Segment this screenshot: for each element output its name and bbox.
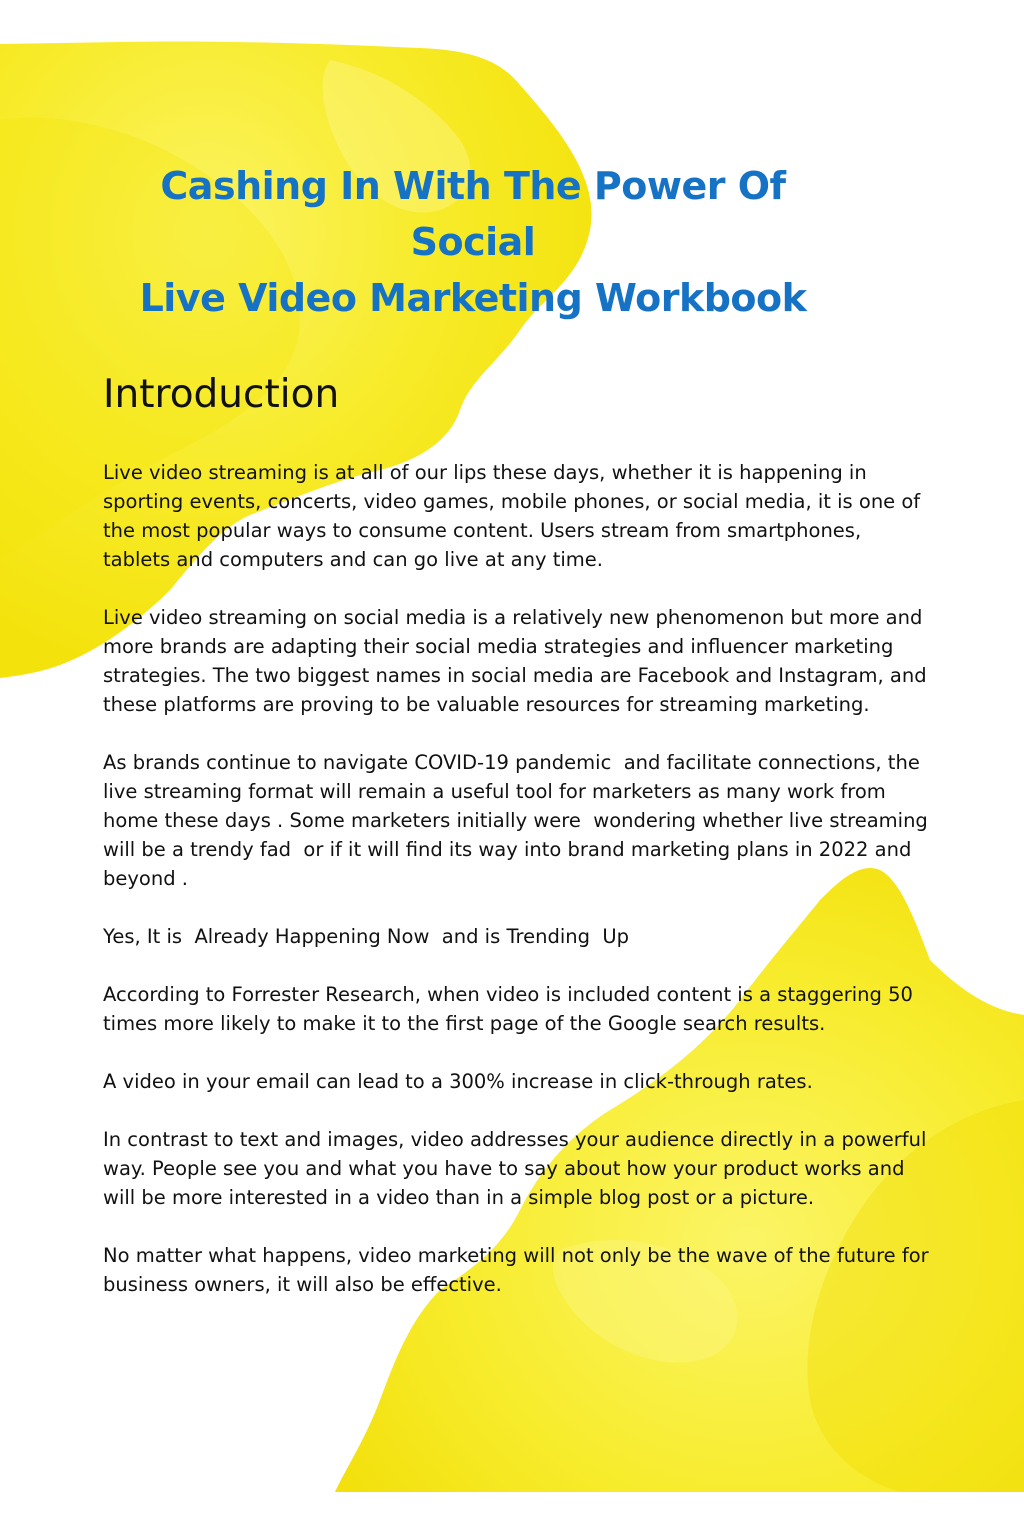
paragraph: According to Forrester Research, when video is included content is a staggering 50 times more likely to make it to the first page of the Google search results. [103, 983, 920, 1035]
paragraph: Live video streaming is at all of our lips these days, whether it is happening in sporting events, concerts, video games, mobile phones, or social media, it is one of the most popular ways to consume content. Users stream from smartphones, tablets and computers and can go live at any time. [103, 461, 927, 571]
title-line-1: Cashing In With The Power Of Social [160, 164, 786, 264]
section-heading-introduction: Introduction [103, 372, 340, 417]
page-content [103, 158, 933, 1328]
body-text [103, 458, 933, 1299]
paragraph: In contrast to text and images, video addresses your audience directly in a powerful way. People see you and what you have to say about how your product works and will be more interested in a video than in a simple blog post or a picture. [103, 1128, 933, 1209]
paragraph: Live video streaming on social media is a relatively new phenomenon but more and more brands are adapting their social media strategies and influencer marketing strategies. The two biggest names in social media are Facebook and Instagram, and these platforms are proving to be valuable resources for streaming marketing. [103, 606, 933, 716]
title-line-2: Live Video Marketing Workbook [139, 276, 807, 320]
paragraph: Yes, It is Already Happening Now and is Trending Up [103, 925, 630, 948]
paragraph: No matter what happens, video marketing will not only be the wave of the future for business owners, it will also be effective. [103, 1244, 935, 1296]
document-title [103, 158, 843, 326]
paragraph: A video in your email can lead to a 300% increase in click-through rates. [103, 1070, 813, 1093]
paragraph: As brands continue to navigate COVID-19 pandemic and facilitate connections, the live streaming format will remain a useful tool for marketers as many work from home these days . Some marketers initially were wondering whether live streaming will be a trendy fad or if it will find its way into brand marketing plans in 2022 and beyond . [103, 751, 935, 890]
